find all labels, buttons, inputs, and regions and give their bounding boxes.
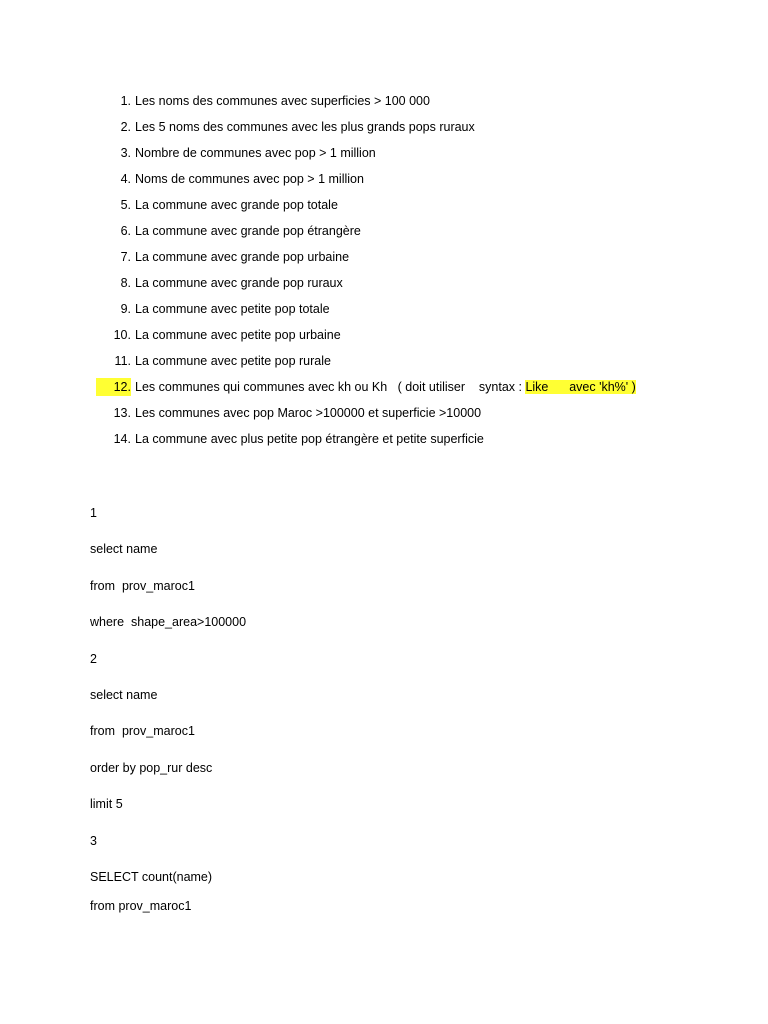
list-item	[0, 352, 768, 378]
list-item	[0, 170, 768, 196]
sql-line: where shape_area>100000	[90, 615, 247, 630]
list-text: La commune avec grande pop urbaine	[135, 250, 350, 264]
list-number: 5.	[120, 198, 131, 212]
answer-number: 1	[90, 506, 97, 520]
list-item	[0, 196, 768, 222]
list-text: Noms de communes avec pop > 1 million	[135, 172, 364, 186]
list-text: La commune avec grande pop totale	[135, 198, 338, 212]
list-item	[0, 118, 768, 144]
list-number: 14.	[113, 432, 131, 446]
list-text: La commune avec petite pop urbaine	[135, 328, 341, 342]
list-text	[135, 378, 636, 396]
list-text: Les noms des communes avec superficies > 100 000	[135, 94, 430, 108]
list-number: 3.	[120, 146, 131, 160]
list-text: La commune avec petite pop totale	[135, 302, 330, 316]
list-number: 2.	[120, 120, 131, 134]
list-number-highlighted: 12.	[96, 378, 131, 396]
highlighted-syntax-text: Like avec 'kh%' )	[525, 380, 636, 394]
sql-line: select name	[90, 687, 158, 702]
list-item-highlighted	[0, 378, 768, 404]
list-text: La commune avec grande pop ruraux	[135, 276, 343, 290]
list-number: 7.	[120, 250, 131, 264]
sql-answers	[90, 504, 246, 926]
list-number: 6.	[120, 224, 131, 238]
list-item	[0, 144, 768, 170]
sql-line: select name	[90, 542, 158, 557]
list-item	[0, 430, 768, 456]
list-text: Les 5 noms des communes avec les plus grands pops ruraux	[135, 120, 475, 134]
list-number: 10.	[113, 328, 131, 342]
list-text-plain: Les communes qui communes avec kh ou Kh ( doit utiliser syntax :	[135, 380, 526, 394]
list-number: 4.	[120, 172, 131, 186]
list-number: 8.	[120, 276, 131, 290]
list-item	[0, 248, 768, 274]
answer-number: 2	[90, 651, 97, 666]
sql-line: limit 5	[90, 797, 123, 812]
list-number: 1.	[120, 94, 131, 108]
sql-line: from prov_maroc1	[90, 578, 195, 593]
list-item	[0, 274, 768, 300]
list-text: Les communes avec pop Maroc >100000 et superficie >10000	[135, 406, 482, 420]
list-number: 9.	[120, 302, 131, 316]
question-list	[0, 92, 768, 456]
list-item	[0, 300, 768, 326]
sql-line: from prov_maroc1	[90, 898, 192, 913]
list-text: La commune avec plus petite pop étrangère et petite superficie	[135, 432, 484, 446]
sql-line: order by pop_rur desc	[90, 760, 213, 775]
list-number: 13.	[113, 406, 131, 420]
list-item	[0, 92, 768, 118]
list-item	[0, 222, 768, 248]
sql-line: SELECT count(name)	[90, 869, 213, 884]
answer-number: 3	[90, 833, 97, 848]
list-item	[0, 326, 768, 352]
list-number: 11.	[114, 354, 131, 368]
list-text: Nombre de communes avec pop > 1 million	[135, 146, 376, 160]
list-text: La commune avec grande pop étrangère	[135, 224, 361, 238]
list-item	[0, 404, 768, 430]
sql-line: from prov_maroc1	[90, 724, 195, 739]
list-text: La commune avec petite pop rurale	[135, 354, 331, 368]
